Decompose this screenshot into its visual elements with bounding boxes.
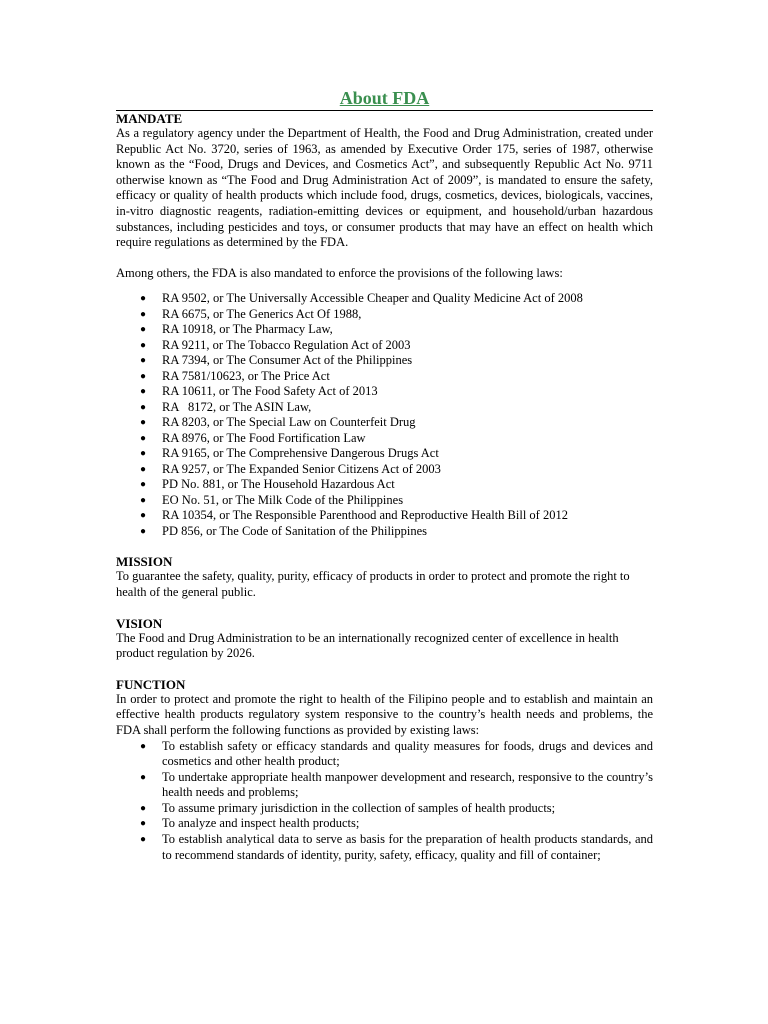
mission-heading: MISSION: [116, 554, 173, 570]
bullet-icon: ●: [140, 339, 147, 351]
list-item: ● RA 7581/10623, or The Price Act: [140, 368, 330, 383]
list-item: ● RA 7394, or The Consumer Act of the Philippines: [140, 353, 413, 368]
spacer: [116, 251, 653, 266]
list-item: ● RA 9211, or The Tobacco Regulation Act of 2003: [140, 337, 411, 352]
list-item: ● To establish analytical data to serve as basis for the preparation of health products standards, and to recommend standards of identity, purity, safety, efficacy, quality and fill of container;: [140, 832, 653, 862]
list-item: ● RA 10611, or The Food Safety Act of 2013: [140, 384, 378, 399]
function-heading: FUNCTION: [116, 676, 186, 692]
list-item: ● RA 8203, or The Special Law on Counterfeit Drug: [140, 415, 416, 430]
list-item: ● RA 10918, or The Pharmacy Law,: [140, 322, 333, 337]
bullet-icon: ●: [140, 771, 147, 783]
bullet-icon: ●: [140, 293, 147, 305]
bullet-icon: ●: [140, 432, 147, 444]
list-item: ● RA 9502, or The Universally Accessible Cheaper and Quality Medicine Act of 2008: [140, 291, 583, 306]
document-page: [116, 86, 653, 863]
list-item: ● To undertake appropriate health manpower development and research, responsive to the country’s health needs and problems;: [140, 769, 653, 800]
bullet-icon: ●: [140, 510, 147, 522]
page-title: About FDA: [339, 88, 430, 108]
bullet-icon: ●: [140, 525, 147, 537]
mandate-heading: MANDATE: [116, 111, 183, 126]
list-item: ● RA 9165, or The Comprehensive Dangerous Drugs Act: [140, 446, 439, 461]
vision-text: The Food and Drug Administration to be an internationally recognized center of excellence in health product regulation by 2026.: [116, 630, 619, 661]
mission-text: To guarantee the safety, quality, purity, efficacy of products in order to protect and promote the right to health of the general public.: [116, 569, 630, 599]
bullet-icon: ●: [140, 355, 147, 367]
vision-heading: VISION: [116, 615, 163, 631]
function-intro: In order to protect and promote the right to health of the Filipino people and to establish and maintain an effective health products regulatory system responsive to the country’s health needs and problems, the FDA shall perform the following functions as provided by existing laws:: [116, 691, 653, 737]
bullet-icon: ●: [140, 802, 147, 814]
bullet-icon: ●: [140, 448, 147, 460]
list-item: ● To establish safety or efficacy standards and quality measures for foods, drugs and devices and cosmetics and other health product;: [140, 738, 653, 769]
list-item: ● To analyze and inspect health products;: [140, 816, 360, 831]
mandate-paragraph: As a regulatory agency under the Department of Health, the Food and Drug Administration, created under Republic Act No. 3720, series of 1963, as amended by Executive Order 175, series of 1987, otherwise known as the “Food, Drugs and Devices, and Cosmetics Act”, and subsequently Republic Act No. 9711 otherwise known as “The Food and Drug Administration Act of 2009”, is mandated to ensure the safety, efficacy or quality of health products which include food, drugs, cosmetics, devices, biologicals, vaccines, in-vitro diagnostic reagents, radiation-emitting devices or equipment, and household/urban hazardous substances, including pesticides and toys, or consumer products that may have an effect on health which require regulations as determined by the FDA.: [116, 126, 653, 250]
bullet-icon: ●: [140, 463, 147, 475]
list-item: ● PD No. 881, or The Household Hazardous Act: [140, 477, 395, 492]
bullet-icon: ●: [140, 370, 147, 382]
bullet-icon: ●: [140, 479, 147, 491]
list-item: ● RA 9257, or The Expanded Senior Citizens Act of 2003: [140, 461, 441, 476]
list-item: ● PD 856, or The Code of Sanitation of the Philippines: [140, 523, 428, 538]
laws-intro: Among others, the FDA is also mandated to enforce the provisions of the following laws:: [116, 265, 563, 280]
bullet-icon: ●: [140, 834, 147, 846]
bullet-icon: ●: [140, 308, 147, 320]
spacer: [116, 601, 653, 616]
spacer: [116, 539, 653, 554]
title-bar: [116, 86, 653, 111]
list-item: ● RA 6675, or The Generics Act Of 1988,: [140, 306, 362, 321]
bullet-icon: ●: [140, 401, 147, 413]
bullet-icon: ●: [140, 386, 147, 398]
laws-list: [116, 291, 653, 539]
bullet-icon: ●: [140, 324, 147, 336]
bullet-icon: ●: [140, 494, 147, 506]
list-item: ● RA 10354, or The Responsible Parenthood and Reproductive Health Bill of 2012: [140, 508, 568, 523]
spacer: [116, 662, 653, 677]
bullet-icon: ●: [140, 818, 147, 830]
functions-list: [116, 739, 653, 864]
list-item: ● To assume primary jurisdiction in the collection of samples of health products;: [140, 800, 556, 815]
bullet-icon: ●: [140, 740, 147, 752]
list-item: ● EO No. 51, or The Milk Code of the Philippines: [140, 492, 404, 507]
bullet-icon: ●: [140, 417, 147, 429]
list-item: ● RA 8976, or The Food Fortification Law: [140, 430, 366, 445]
list-item: ● RA 8172, or The ASIN Law,: [140, 399, 312, 414]
